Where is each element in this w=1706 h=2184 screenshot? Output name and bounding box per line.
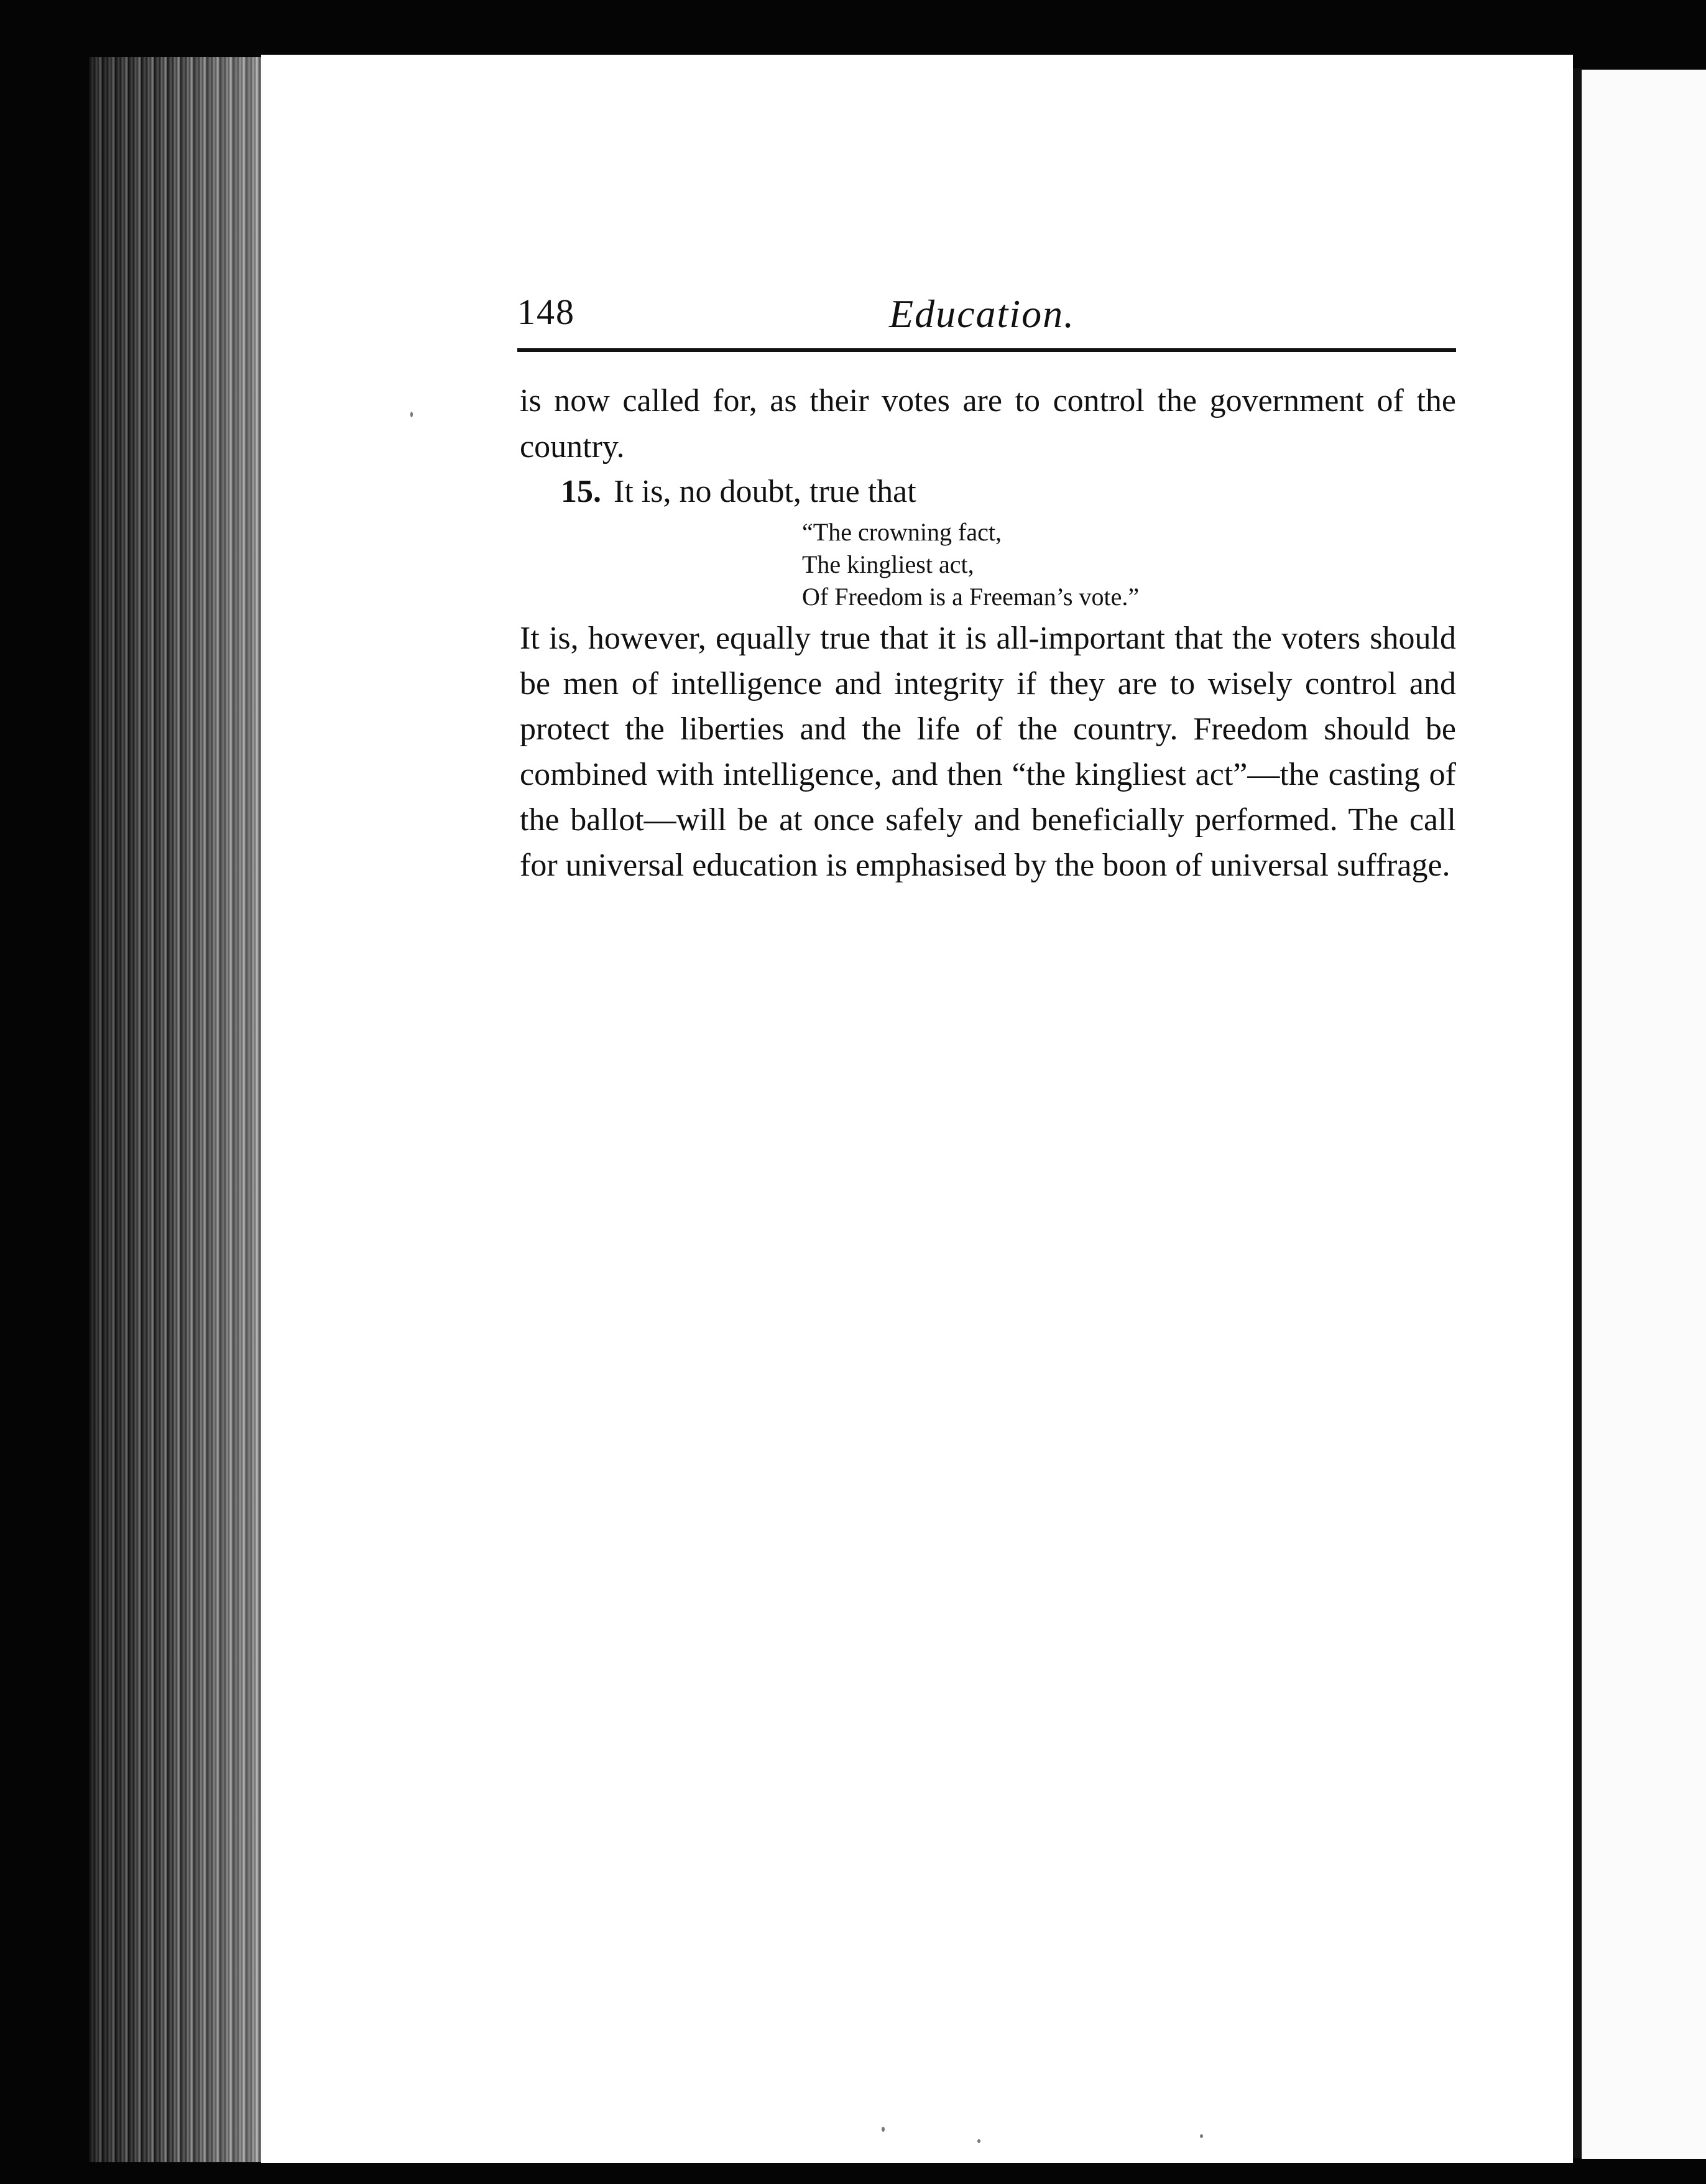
running-title: Education. bbox=[889, 292, 1076, 336]
paragraph-continued: is now called for, as their votes are to control the government of the country. bbox=[520, 383, 1456, 465]
book-page bbox=[261, 55, 1573, 2163]
book-page-edges bbox=[89, 57, 261, 2162]
scan-speck bbox=[1200, 2134, 1203, 2138]
scan-speck bbox=[882, 2127, 885, 2132]
verse-line: “The crowning fact, bbox=[802, 518, 1002, 546]
page-number: 148 bbox=[517, 292, 575, 332]
verse-line: The kingliest act, bbox=[802, 550, 974, 578]
verse-quotation bbox=[802, 516, 1139, 613]
facing-page-edge bbox=[1582, 70, 1706, 2159]
paragraph-body: It is, however, equally true that it is all-important that the voters should be men of intelligence and integrity if they are to wisely control and protect the liberties and the life of the country. Freedom should be combined with intelligence, and then “the kingliest act”—the casting of the ballot—will be at once safely and beneficially performed. The call for universal education is emphasised by the boon of universal suffrage. bbox=[520, 621, 1456, 883]
verse-line: Of Freedom is a Freeman’s vote.” bbox=[802, 583, 1140, 611]
paragraph-number: 15. bbox=[561, 474, 601, 509]
paragraph-15-text: It is, no doubt, true that bbox=[614, 474, 916, 509]
gutter-shadow bbox=[1573, 68, 1582, 2158]
scan-speck bbox=[410, 412, 413, 417]
header-rule bbox=[517, 348, 1456, 352]
paragraph-15 bbox=[520, 469, 1456, 515]
scan-speck bbox=[977, 2139, 980, 2143]
